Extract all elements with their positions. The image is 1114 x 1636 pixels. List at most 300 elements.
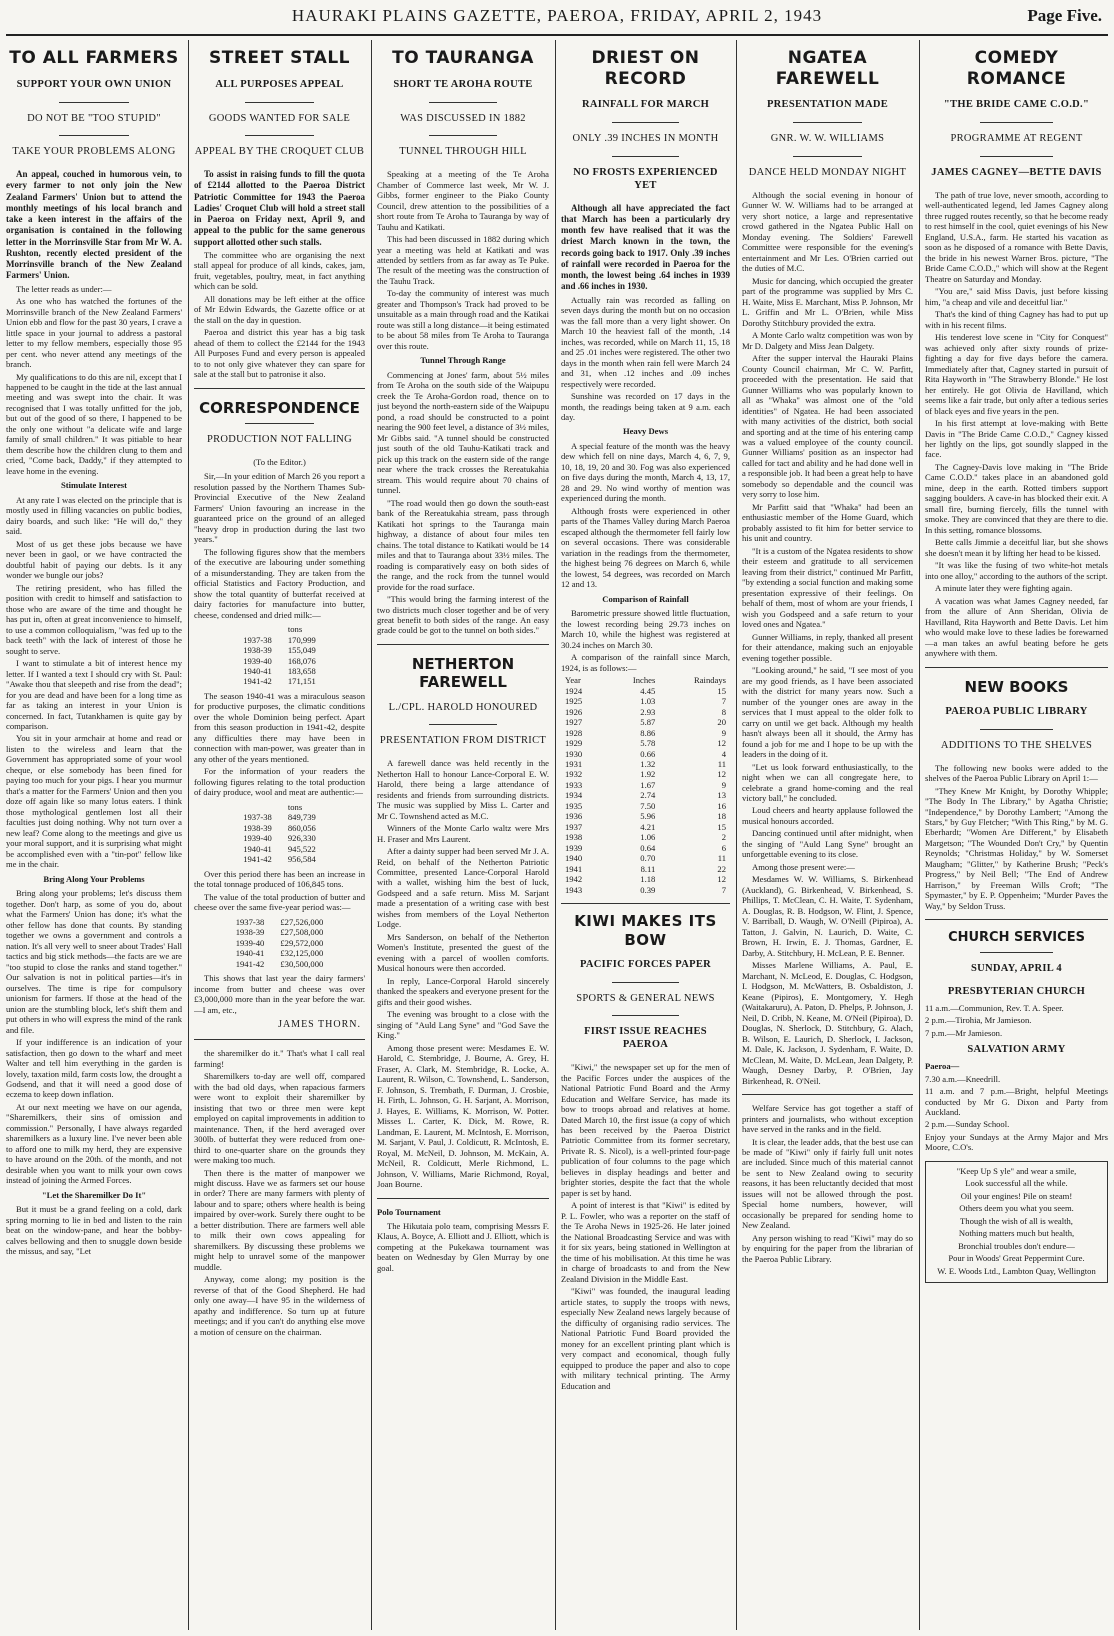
table-cell: 15	[717, 685, 726, 696]
table-cell: 155,049	[287, 645, 316, 656]
table-cell: 1930	[565, 748, 583, 759]
table-row	[561, 696, 730, 706]
paragraph: The retiring president, who has filled the position with credit to himself and satisfaction to those who are aware of the time and thought he has put in, often at great inconvenience to himself, to use a common colloquialism, "was fed up to the back teeth" with the lack of interest of those he sought to serve.	[6, 582, 182, 656]
table-cell: 1942	[565, 874, 583, 885]
church-name: SALVATION ARMY	[967, 1044, 1066, 1056]
table-cell: 2.74	[640, 790, 656, 801]
column-header: Year	[565, 675, 581, 686]
subheading: DANCE HELD MONDAY NIGHT	[748, 167, 907, 179]
table-cell: 4.45	[640, 685, 656, 696]
rainfall-table	[561, 675, 730, 895]
subheading: GNR. W. W. WILLIAMS	[770, 133, 885, 145]
divider	[377, 644, 549, 645]
subheading: TUNNEL THROUGH HILL	[399, 146, 527, 158]
table-cell: 1933	[565, 779, 583, 790]
divider	[59, 135, 129, 136]
table-cell: 22	[717, 863, 726, 874]
service-date: SUNDAY, APRIL 4	[971, 963, 1062, 975]
advert-line: Pour in Woods' Great Peppermint Cure.	[948, 1253, 1085, 1264]
butterfat-table	[235, 624, 324, 687]
table-cell: 7.50	[640, 800, 656, 811]
production-table	[235, 802, 324, 865]
column-header: Inches	[632, 675, 656, 686]
subheading: "THE BRIDE CAME C.O.D."	[943, 99, 1090, 111]
subheading: JAMES CAGNEY—BETTE DAVIS	[931, 167, 1102, 179]
subheading: APPEAL BY THE CROQUET CLUB	[194, 146, 365, 158]
column-rule	[371, 40, 372, 1630]
page-number: Page Five.	[1027, 6, 1102, 25]
table-cell: 4.21	[640, 821, 656, 832]
letter-signature: JAMES THORN.	[278, 1019, 361, 1030]
table-cell: 1938-39	[243, 822, 272, 833]
paragraph: Dancing continued until after midnight, when the singing of "Auld Lang Syne" brought an unforgettable evening to its close.	[742, 828, 913, 860]
paragraph: Sir,—In your edition of March 26 you report a resolution passed by the Northern Thames Sub-Provincial Executive of the New Zealand Farmers' Union favouring an increase in the guaranteed price on the ground of an alleged "heavy drop in production during the last two years."	[194, 471, 365, 545]
column-rule	[736, 40, 737, 1630]
crosshead: Bring Along Your Problems	[43, 873, 145, 884]
table-cell: 1926	[565, 706, 583, 717]
table-cell: 1939-40	[243, 833, 272, 844]
table-cell: 945,522	[287, 843, 316, 854]
divider	[429, 724, 498, 725]
table-cell: 1941-42	[243, 676, 272, 687]
table-cell: 1934	[565, 790, 583, 801]
paragraph: Most of us get these jobs because we have never been in gaol, or we have contracted the doubtful habit of paying our debts. Is it any wonder we bungle our jobs?	[6, 538, 182, 581]
advert-line: "Keep Up S yle" and wear a smile,	[956, 1165, 1077, 1176]
lead-paragraph: An appeal, couched in humorous vein, to every farmer to not only join the New Zealand Farmers' Union but to attend the monthly meetings of his local branch and take a keen interest in the affairs of the organisation is contained in the following letter in the Morrinsville Star from Mr W. A. Rushton, recently elected president of the Morrinsville branch of the New Zealand Farmers' Union.	[6, 169, 182, 281]
paragraph: Speaking at a meeting of the Te Aroha Chamber of Commerce last week, Mr W. J. Gibbs, former engineer to the Piako County Council, drew attention to the possibilities of a short route from Te Aroha to Tauranga by way of Tauhu and Katikati.	[377, 169, 549, 232]
table-cell: 2.93	[640, 706, 656, 717]
table-cell: £32,125,000	[280, 948, 324, 959]
paragraph: "Kiwi," the newspaper set up for the men of the Pacific Forces under the auspices of the National Patriotic Fund Board and the Army Education and Welfare Service, has made its bow to troops abroad and relatives at home. Dated March 10, the first issue (a copy of which has been received by the Paeroa District Patriotic Committee from its former secretary, Private R. S. Nicol), is a well-printed four-page publication of four columns to the page which believes in display headings and better and brighter stories, despite the fact that the whole paper is set by hand.	[561, 1062, 730, 1198]
table-cell: 1924	[565, 685, 583, 696]
table-cell: 15	[717, 821, 726, 832]
table-cell: 1.18	[640, 874, 656, 885]
table-cell: 1.03	[640, 696, 656, 707]
table-cell: 1940-41	[243, 665, 272, 676]
paragraph: Music for dancing, which occupied the greater part of the programme was supplied by Mrs C. H. Waite, Miss E. Marchant, Miss P. Johnson, Mr L. Griffin and Mr L. O'Brien, while Miss Dorothy Stitchbury provided the extra.	[742, 275, 913, 328]
value-table	[228, 917, 332, 969]
paragraph: "The road would then go down the south-east bank of the Rereatukahia stream, pass through Katikati hot springs to the Tauranga main highway, a distance of about four miles ten chains. The total distance to Katikati would be 14 miles and that to Tauranga about 33½ miles. The roading is comparatively easy on both sides of the range, and the rock from the tunnel would provide for the road surface.	[377, 497, 549, 592]
paragraph: The evening was brought to a close with the singing of "Auld Lang Syne" and "God Save the King."	[377, 1009, 549, 1041]
paragraph: The season 1940-41 was a miraculous season for productive purposes, the climatic conditions over the whole Dominion being perfect. Apart from this season production in 1941-42, despite any difficulties there may have been in connection with man-power, was greater than in any other of the years mentioned.	[194, 690, 365, 764]
table-cell: 1938	[565, 832, 583, 843]
paragraph: You sit in your armchair at home and read or listen to the wireless and learn that the Government has appropriated some of your wool cheque, or else somebody has been fined for paying too much for your pigs. I hear you murmur that's a matter for the Farmers' Union and then you doze off again like so many lotus eaters. I think those mythological gentlemen lost all their faculties just doing nothing. Why not turn over a new leaf? Come along to the meetings and give us your moral support, and it is surprising what might be accomplished even with a "tin-pot" fellow like me in the chair.	[6, 733, 182, 870]
lead-paragraph: Although all have appreciated the fact that March has been a particularly dry month few have realised that it was the driest March known in the town, the records going back to 1917. Only .39 inches of rainfall were recorded in Paeroa for the month, the lowest being .64 inches in 1939 and .66 inches in 1930.	[561, 202, 730, 292]
paragraph: Sunshine was recorded on 17 days in the month, the readings being taken at 9 a.m. each day.	[561, 391, 730, 422]
service-entry: 2 p.m.—Tirohia, Mr Jamieson.	[925, 1015, 1032, 1026]
table-cell: 1940-41	[243, 843, 272, 854]
paragraph: I want to stimulate a bit of interest hence my letter. If I wanted a text I should cry with St. Paul: "Awake thou that sleepeth and rise from the dead"; for you are dead and have been for a long time as far as taking an interest in your Union is concerned. In fact, Tutankhamen is quite gay by comparison.	[6, 658, 182, 731]
paragraph: A minute later they were fighting again.	[935, 583, 1073, 594]
table-cell: 1.92	[640, 769, 656, 780]
subheading: WAS DISCUSSED IN 1882	[400, 112, 526, 124]
divider	[429, 135, 498, 136]
table-row	[561, 874, 730, 884]
paragraph: A farewell dance was held recently in the Netherton Hall to honour Lance-Corporal E. W. Harold, there being a large attendance of residents and friends from surrounding districts. The music was supplied by Miss L. Carter and Mr C. Townshend acted as M.C.	[377, 758, 549, 821]
divider	[925, 919, 1108, 920]
masthead	[0, 0, 1114, 30]
table-row	[561, 738, 730, 748]
table-cell: 1931	[565, 759, 583, 769]
paragraph: Anyway, come along; my position is the reverse of that of the Good Shepherd. He had only one away—I have 95 in the wilderness of apathy and indifference. So turn up at future meetings; and if you can't do anything else move a motion of censure on the chairman.	[194, 1274, 365, 1337]
paragraph: Winners of the Monte Carlo waltz were Mrs H. Fraser and Mrs Laurent.	[377, 823, 549, 844]
subheading: DO NOT BE "TOO STUPID"	[27, 112, 161, 124]
paragraph: Barometric pressure showed little fluctuation, the lowest recording being 29.73 inches on March 10, while the highest was registered at 30.24 inches on March 30.	[561, 608, 730, 650]
article-heading: DRIEST ON RECORD	[591, 48, 700, 89]
table-cell: 849,739	[287, 812, 316, 823]
subheading: PRESENTATION MADE	[766, 99, 889, 111]
table-cell: 1939	[565, 842, 583, 853]
table-cell: 13	[717, 790, 726, 801]
paragraph: The Cagney-Davis love making in "The Bride Came C.O.D." takes place in an abandoned gold mine, deep in the earth. Rotted timbers support sagging boulders. A cave-in has blocked their exit. A small fire, burning fiercely, fills the tunnel with smoke. They are convinced that they are there to die. In this setting, romance blossoms.	[925, 461, 1108, 535]
column-rule	[188, 40, 189, 1630]
subheading: L./CPL. HAROLD HONOURED	[388, 701, 538, 713]
table-row	[561, 769, 730, 779]
subheading: FIRST ISSUE REACHES PAEROA	[584, 1026, 707, 1051]
paragraph: Although frosts were experienced in other parts of the Thames Valley during March Paeroa escaped although the thermometer fell fairly low on several occasions. There was considerable variation in the readings from the thermometer, the highest being 76 degrees on March 6, while the lowest, 54 degrees, was recorded on March 12 and 13.	[561, 505, 730, 590]
paragraph: the sharemilker do it." That's what I call real farming!	[194, 1048, 365, 1069]
advert-line: Bronchial troubles don't endure—	[958, 1240, 1075, 1251]
table-cell: 1928	[565, 727, 583, 738]
divider	[793, 122, 861, 123]
table-row	[561, 801, 730, 811]
table-cell: 12	[717, 738, 726, 749]
table-cell: 1925	[565, 696, 583, 707]
table-cell: 0.70	[640, 853, 656, 864]
paragraph: Mesdames W. W. Williams, S. Birkenhead (Auckland), G. Birkenhead, V. Birkenhead, S. Phillips, T. McClean, C. H. Waite, T. Sydenham, A. Douglas, R. B. Hodgson, W. Flint, J. Spence, V. Barriball, D. Waugh, W. O'Neill (Pipiroa), A. Tatton, J. Galvin, N. Laurich, D. Waite, C. Brown, H. Irwin, E. J. Thomas, Gardner, E. Darby, A. Stitchbury, H. McLean, P. E. Benner.	[742, 874, 913, 958]
subheading: PRESENTATION FROM DISTRICT	[379, 735, 547, 747]
divider	[612, 122, 680, 123]
table-cell: 1943	[565, 884, 583, 895]
table-cell: 1938-39	[235, 927, 265, 938]
table-cell: 1940-41	[235, 948, 265, 959]
subheading: NO FROSTS EXPERIENCED YET	[573, 167, 718, 191]
subheading: PRODUCTION NOT FALLING	[206, 433, 353, 445]
subheading: PACIFIC FORCES PAPER	[579, 958, 712, 970]
table-cell: 926,330	[287, 833, 316, 844]
service-entry: 7.30 a.m.—Kneedrill.	[925, 1073, 1001, 1084]
table-cell: 16	[717, 800, 726, 811]
paragraph: Mr Parfitt said that "Whaka" had been an enthusiastic member of the Home Guard, which probably assisted to fit him for better service to his unit and country.	[742, 501, 913, 544]
paragraph: At our next meeting we have on our agenda, "Sharemilkers, their sins of omission and commission." Personally, I have always regarded sharemilkers as a luxury line. I've never been able to afford one to milk my herd, they are expensive to have around on the 20th. of the month, and not desirable when you want to milk your own cows instead of joining the Armed Forces.	[6, 1101, 182, 1186]
column-rule	[919, 40, 920, 1630]
paragraph: Then there is the matter of manpower we might discuss. Have we as farmers set our house in order? There are many farmers with plenty of labour and to spare; others where health is being impaired by over-work. Surely there ought to be a better distribution. There are farmers well able to milk their own cows appealing for sharemilkers. By discussing these problems we might help to unravel some of the manpower muddle.	[194, 1167, 365, 1272]
divider	[194, 388, 365, 389]
table-cell: £29,572,000	[280, 937, 324, 948]
paragraph: Commencing at Jones' farm, about 5½ miles from Te Aroha on the south side of the Waipupu creek the Te Aroha-Gordon road, thence on to just beyond the north-eastern side of the Waipupu pond, a road should be constructed to a point nearing the 900 feet level, a distance of 3½ miles, Mr Gibbs said. "A tunnel should be constructed just south of the old Tauhu-Katikati track and pick up this track on the eastern side of the range near where the track crosses the Rereatukahia stream. This would require about 70 chains of tunnel.	[377, 369, 549, 496]
advert-line: Though the wish of all is wealth,	[960, 1215, 1073, 1226]
unit-label: tons	[287, 624, 303, 635]
table-cell: 6	[721, 842, 726, 853]
subheading: SHORT TE AROHA ROUTE	[393, 78, 533, 90]
table-row	[561, 728, 730, 738]
paragraph: The following figures show that the members of the executive are labouring under something of a misunderstanding. They are taken from the official Statistics and Factory Production, and show the total quantity of butterfat received at dairy factories for manufacture into butter, cheese, condensed and dried milk:—	[194, 546, 365, 620]
advert-line: W. E. Woods Ltd., Lambton Quay, Wellington	[937, 1265, 1096, 1276]
paragraph: Gunner Williams, in reply, thanked all present for their attendance, making such an enjoyable evening together possible.	[742, 631, 913, 663]
service-entry: 7 p.m.—Mr Jamieson.	[925, 1027, 1003, 1038]
church-name: PRESBYTERIAN CHURCH	[947, 986, 1086, 998]
crosshead: Polo Tournament	[377, 1206, 441, 1217]
table-row	[561, 864, 730, 874]
table-cell: 18	[717, 811, 726, 822]
divider	[377, 1198, 549, 1199]
crosshead: Stimulate Interest	[61, 480, 127, 491]
paragraph: Over this period there has been an increase in the total tonnage produced of 106,845 tons.	[194, 868, 365, 890]
divider	[793, 156, 861, 157]
column-ngatea	[742, 40, 913, 1630]
subheading: SUPPORT YOUR OWN UNION	[16, 78, 172, 90]
advert-line: Others deem you what you seem.	[959, 1203, 1074, 1214]
divider	[980, 156, 1053, 157]
paragraph: A Monte Carlo waltz competition was won by Mr D. Dalgety and Miss Jean Dalgety.	[742, 330, 913, 351]
table-cell: 0.39	[640, 884, 656, 895]
paragraph: Although the social evening in honour of Gunner W. W. Williams had to be arranged at very short notice, a large and representative crowd gathered in the Ngatea Public Hall on Monday evening. The Soldiers' Farewell Committee were responsible for the evening's entertainment and Mr Les. O'Brien carried out the duties of M.C.	[742, 189, 913, 274]
subheading: PROGRAMME AT REGENT	[950, 133, 1083, 145]
table-cell: 11	[717, 853, 726, 864]
divider	[980, 122, 1053, 123]
paragraph: "You are," said Miss Davis, just before kissing him, "a cheap and vile and deceitful liar."	[925, 286, 1108, 307]
article-heading: CHURCH SERVICES	[948, 930, 1085, 946]
paragraph: "This would bring the farming interest of the two districts much closer together and be of very great benefit to both sides of the range. An easy grade could be got to the tunnel on both sides."	[377, 594, 549, 636]
table-row	[561, 853, 730, 863]
advertisement-box	[925, 1161, 1108, 1283]
paragraph: A comparison of the rainfall since March, 1924, is as follows:—	[561, 652, 730, 673]
article-heading: CORRESPONDENCE	[199, 398, 360, 417]
paragraph: Welfare Service has got together a staff of printers and journalists, who without exception have served in the ranks and in the field.	[742, 1103, 913, 1135]
table-cell: 9	[721, 727, 726, 738]
table-cell: 0.66	[640, 748, 656, 759]
table-cell: 1938-39	[243, 645, 272, 656]
table-cell: 5.87	[640, 717, 656, 728]
paragraph: "They Knew Mr Knight, by Dorothy Whipple; "The Body In The Library," by Agatha Christie; "Independence," by Dorothy Lambert; "Among the Stars," by Guy Fletcher; "With This Ring," by M. G. Eberhardt; "Women Are Different," by Elisabeth Margetson; "The Wounded Don't Cry," by Quentin Reynolds; "Christmas Holiday," by W. Somerset Maugham; "Glitter," by Katherine Brush; "Peck's Progress," by Neil Bell; "The End of Andrew Harrison," by Freeman Wills Croft; "The Spymaster," by E. P. Oppenheim; "Murder Paves the Way," by Seldon Truss.	[925, 785, 1108, 911]
table-cell: 5.96	[640, 811, 656, 822]
crosshead: Heavy Dews	[622, 426, 669, 437]
table-row	[561, 885, 730, 895]
paragraph: Loud cheers and hearty applause followed the musical honours accorded.	[742, 805, 913, 826]
table-cell: 12	[717, 874, 726, 885]
table-cell: 8.11	[640, 863, 656, 874]
article-heading: NETHERTON FAREWELL	[411, 654, 515, 692]
subheading: SPORTS & GENERAL NEWS	[576, 992, 715, 1004]
table-cell: 1937-38	[235, 916, 265, 927]
table-cell: 20	[717, 717, 726, 728]
crosshead: "Let the Sharemilker Do It"	[41, 1189, 147, 1200]
column-driest	[561, 40, 730, 1630]
subheading: RAINFALL FOR MARCH	[581, 99, 710, 111]
subheading: TAKE YOUR PROBLEMS ALONG	[12, 146, 176, 158]
column-farmers	[6, 40, 182, 1630]
table-cell: £30,500,000	[280, 958, 324, 969]
paragraph: My qualifications to do this are nil, except that I happened to be caught in the tide at the last annual meeting and was swept into the chair. It was recognised that I was totally unfitted for the job, but out of the good of so there, I happened to be the only one without "a delicate wife and large family of small children." It was pitiable to hear them describe how the children clung to them and cried, "Come back, Daddy," if they attempted to leave home in the evening.	[6, 371, 182, 476]
paragraph: "Looking around," he said, "I see most of you are my good friends, as I have been associated with the district for many years now. Such a number of the younger ones are away in the services that I must appeal to the older folk to carry on until we get back. Although my health hasn't always been all it should, the Army has found a job for me and I hope to be up with the leaders in the doing of it.	[742, 665, 913, 760]
table-cell: 1937-38	[243, 634, 272, 645]
subheading: ADDITIONS TO THE SHELVES	[940, 739, 1093, 751]
subheading: GOODS WANTED FOR SALE	[208, 112, 351, 124]
table-cell: 1.32	[640, 759, 656, 769]
service-entry: 2 p.m.—Sunday School.	[925, 1119, 1010, 1130]
table-cell: 1941-42	[235, 958, 265, 969]
paragraph: Sharemilkers to-day are well off, compared with the bad old days, when rapacious farmers were wont to exploit their sharemilker by insisting that two or three men were kept employed on capital improvements in addition to maintenance. Then, if the herd averaged over 300lb. of butterfat they were reduced from one-third to one-quarter share on the grounds they were making too much.	[194, 1071, 365, 1166]
table-row	[561, 717, 730, 727]
paragraph: The committee who are organising the next stall appeal for produce of all kinds, cakes, jam, fruit, vegetables, poultry, meat, in fact anything which can be sold.	[194, 249, 365, 292]
table-cell: 1939-40	[243, 655, 272, 666]
paragraph: This shows that last year the dairy farmers' income from butter and cheese was over £3,000,000 more than in the year before the war.—I am, etc.,	[194, 973, 365, 1015]
paragraph: His tenderest love scene in "City for Conquest" was achieved only after sixty rounds of prize-fighting a day for five days before the camera. Immediately after that, Cagney started in pursuit of Rita Hayworth in "The Strawberry Blonde." He lost her entirely. He got Olivia de Havilland, which seems like a fair trade, but only after a tedious series of black eyes and five years in the pen.	[925, 332, 1108, 416]
table-cell: 168,076	[287, 655, 316, 666]
divider	[612, 982, 680, 983]
table-cell: 1937	[565, 821, 583, 832]
divider	[980, 729, 1053, 730]
divider	[561, 903, 730, 904]
lead-paragraph: To assist in raising funds to fill the quota of £2144 allotted to the Paeroa District Patriotic Committee for 1943 the Paeroa Ladies' Croquet Club will hold a street stall in Paeroa on Friday next, April 9, and appeal to the public for the same generous support allotted other such stalls.	[194, 169, 365, 247]
paragraph: All donations may be left either at the office of Mr Edwin Edwards, the Gazette office or at the stall on the day in question.	[194, 293, 365, 325]
table-cell: 170,999	[287, 634, 316, 645]
subheading: ALL PURPOSES APPEAL	[215, 78, 344, 90]
service-entry: 11 a.m. and 7 p.m.—Bright, helpful Meetings conducted by Mr G. Dixon and Party from Auckland.	[925, 1086, 1108, 1117]
paragraph: That's the kind of thing Cagney has had to put up with in his recent films.	[925, 309, 1108, 330]
article-heading: COMEDY ROMANCE	[966, 48, 1067, 89]
paragraph: For the information of your readers the following figures relating to the total production of dairy produce, wool and meat are authentic:—	[194, 766, 365, 798]
paragraph: In reply, Lance-Corporal Harold sincerely thanked the speakers and everyone present for the gifts and their good wishes.	[377, 975, 549, 1007]
article-heading: NGATEA FAREWELL	[775, 48, 880, 89]
paragraph: In his first attempt at love-making with Bette Davis in "The Bride Came C.O.D.," Cagney kissed her lightly on the lips, got soundly slapped in the face.	[925, 418, 1108, 460]
service-entry: Paeroa—	[925, 1061, 960, 1072]
paragraph: At any rate I was elected on the principle that is mostly used in filling vacancies on public bodies, dairy boards, and such like: "He will do," they said.	[6, 494, 182, 537]
table-cell: 8	[721, 706, 726, 717]
article-heading: STREET STALL	[208, 48, 350, 68]
table-cell: 860,056	[287, 822, 316, 833]
crosshead: Comparison of Rainfall	[602, 593, 689, 604]
paragraph: To-day the community of interest was much greater and Thompson's Track had proved to be unsuitable as a main through road and the Katikai route was still a long distance—it being estimated to be about 58 miles from Te Aroha to Tauranga over this route.	[377, 288, 549, 351]
newspaper-title: HAURAKI PLAINS GAZETTE, PAEROA, FRIDAY, APRIL 2, 1943	[291, 6, 823, 25]
column-rule	[555, 40, 556, 1630]
article-heading: NEW BOOKS	[964, 677, 1069, 696]
table-row	[561, 759, 730, 769]
paragraph: Bring along your problems; let's discuss them together. Don't harp, as some of you do, about what the Farmers' Union has done; it's what the other fellow has done that counts. By standing together we owns a government and controls a nation. It's all very well to sneer about Trades' Hall tactics and big stick methods—the facts are we are "too stupid to close the ranks and stand together." Our salvation is not in political parties—it's in ourselves. The time is ripe for compulsory unionism for farmers. If those at the head of the union are the stumbling block, let's shift them and put others in who will express the mind of the rank and file.	[6, 888, 182, 1035]
paragraph: This had been discussed in 1882 during which year a meeting was held at Katikati and was attended by settlers from as far away as Te Puke. The result of the meeting was the construction of the Tauhu Track.	[377, 234, 549, 286]
table-cell: 7	[721, 696, 726, 707]
paragraph: "It was like the fusing of two white-hot metals into one alloy," according to the authors of the script.	[925, 560, 1108, 581]
table-cell: 1941-42	[243, 854, 272, 865]
paragraph: Actually rain was recorded as falling on seven days during the month but on no occasion was the fall more than a very light shower. On March 10 the heaviest fall of the month, .14 inches, was recorded, while on March 11, 15, 18 and 25 .01 inches were registered. The other two days in the month when rain fell were March 24 and 31, when .12 inches and .09 inches respectively were recorded.	[561, 294, 730, 389]
table-row	[561, 822, 730, 832]
table-cell: 183,658	[287, 665, 316, 676]
paragraph: Mrs Sanderson, on behalf of the Netherton Women's Institute, presented the guest of the evening with a parcel of woollen comforts. Musical honours were then accorded.	[377, 931, 549, 974]
table-cell: 1932	[565, 769, 583, 780]
table-cell: 956,584	[287, 854, 316, 865]
table-cell: 11	[717, 759, 726, 769]
paragraph: It is clear, the leader adds, that the best use can be made of "Kiwi" only if fairly full unit notes are included. Since much of this material cannot be sent to New Zealand owing to security reasons, it has been reluctantly decided that most issues will not be allowed through the post. Special home numbers, however, will occasionally be prepared for sending home to New Zealand.	[742, 1136, 913, 1231]
paragraph: Among those present were: Mesdames E. W. Harold, C. Stembridge, J. Bourne, A. Grey, H. Fraser, A. Clark, M. Stembridge, R. Locke, A. Laurent, R. Wilson, C. Townshend, L. Sanderson, F. Johnson, S. Trembath, F. Durman, J. Crosbie, H. Firth, L. Johnson, G. H. Sarjant, A. Morrison, J. Hayes, E. Williams, K. Morrison, W. Potter. Misses L. Carter, K. Dick, M. Rowe, R. Landman, E. Laurent, M. McIntosh, E. Morrison, M. Sarjant, V. Paul, J. Coldicutt, R. McIntosh, E. Royal, M. McNeil, D. Johnson, M. McKain, A. McNeil, R. Coldicutt, Merle Richmond, L. Johnson, V. Williams, Marie Richmond, Royal, Joan Bourne.	[377, 1042, 549, 1190]
unit-label: tons	[287, 801, 303, 812]
paragraph: Bette calls Jimmie a deceitful liar, but she shows she doesn't mean it by lifting her head to be kissed.	[925, 537, 1108, 558]
divider	[245, 135, 313, 136]
table-cell: 1941	[565, 863, 583, 874]
table-cell: 1927	[565, 717, 583, 728]
table-row	[561, 780, 730, 790]
table-cell: 5.78	[640, 738, 656, 749]
crosshead: Tunnel Through Range	[420, 355, 506, 366]
table-cell: 1.67	[640, 779, 656, 790]
divider	[59, 102, 129, 103]
article-heading: TO ALL FARMERS	[9, 48, 179, 68]
table-row	[561, 811, 730, 821]
table-cell: 4	[721, 748, 726, 759]
paragraph: A special feature of the month was the heavy dew which fell on nine days, March 4, 6, 7, 9, 10, 18, 19, 20 and 30. Fog was also experienced on five days during the month, March 4, 13, 17, 28 and 29. No wind worthy of mention was experienced during the month.	[561, 440, 730, 504]
service-entry: Enjoy your Sundays at the Army Major and Mrs Moore, C.O's.	[925, 1131, 1108, 1153]
paragraph: The Hikutaia polo team, comprising Messrs F. Klaus, A. Boyce, A. Elliott and J. Elliott, which is competing at the Pukekawa tournament was beaten on Wednesday by Glen Murray by one goal.	[377, 1221, 549, 1273]
table-cell: 7	[721, 884, 726, 895]
paragraph: Among those present were:—	[752, 861, 855, 872]
table-cell: 1936	[565, 811, 583, 822]
table-cell: 9	[721, 779, 726, 790]
editor-note: (To the Editor.)	[253, 456, 306, 467]
paragraph: Paeroa and district this year has a big task ahead of them to collect the £2144 for the 1943 All Purposes Fund and every person is appealed to to not only give whatever they can spare for sale at the stall but to patronise it also.	[194, 327, 365, 380]
paragraph: As one who has watched the fortunes of the Morrinsville branch of the New Zealand Farmers' Union ebb and flow for the past 30 years, I crave a little space in your journal to address a pastoral letter to my fellow members, especially those 95 per cent. who never attend any meetings of the branch.	[6, 296, 182, 370]
article-heading: TO TAURANGA	[392, 48, 534, 68]
paragraph: Any person wishing to read "Kiwi" may do so by enquiring for the paper from the librarian of the Paeroa Public Library.	[742, 1232, 913, 1264]
table-cell: 12	[717, 769, 726, 780]
paragraph: "Let us look forward enthusiastically, to the night when we can all congregate here, to celebrate a grand home-coming and the real victory ball," he concluded.	[742, 761, 913, 803]
table-row	[561, 707, 730, 717]
table-cell: 8.86	[640, 727, 656, 738]
paragraph: The path of true love, never smooth, according to well-authenticated legend, led James Cagney along three rugged routes recently, so that he become ready to rest himself in the cool, quiet evenings of his New England, U.S.A., farm. He started his vacation as soon as he disposed of a romance with Bette Davis, the bride in his newest Warner Bros. picture, "The Bride Came C.O.D.," which will show at the Regent Theatre on Saturday and Monday.	[925, 189, 1108, 284]
table-cell: £27,526,000	[280, 916, 324, 927]
table-cell: 1940	[565, 853, 583, 864]
paragraph: A vacation was what James Cagney needed, far from the allure of Ann Sheridan, Olivia de Havilland, Rita Hayworth and Bette Davis. Let him who would make love to these ladies be forewarned—a man takes an awful beating before he gets anywhere with them.	[925, 595, 1108, 659]
table-cell: 2	[721, 832, 726, 843]
table-row	[561, 686, 730, 696]
advert-line: Oil your engines! Pile on steam!	[960, 1190, 1073, 1201]
service-entry: 11 a.m.—Communion, Rev. T. A. Speer.	[925, 1002, 1064, 1013]
column-stall	[194, 40, 365, 1630]
paragraph: The letter reads as under:—	[16, 283, 112, 294]
table-row	[561, 790, 730, 800]
divider	[429, 102, 498, 103]
table-row	[561, 749, 730, 759]
paragraph: If your indifference is an indication of your satisfaction, then go down to the wharf and meet Walter and tell him everything in the garden is lovely, taxation mild, farm costs low, the drought a Godsend, and that it will need a good dose of eczema to keep down inflation.	[6, 1037, 182, 1100]
article-heading: KIWI MAKES ITS BOW	[574, 912, 717, 949]
subheading: PAEROA PUBLIC LIBRARY	[945, 705, 1088, 717]
divider	[612, 156, 680, 157]
divider	[245, 423, 313, 424]
divider	[194, 1039, 365, 1040]
table-cell: 1.06	[640, 832, 656, 843]
paragraph: "It is a custom of the Ngatea residents to show their esteem and gratitude to all servicemen leaving from their district," continued Mr Parfitt, "by extending a social function and making some presentation expressive of their feelings. On behalf of them, most of whom are your friends, I wish you Godspeed and a safe return to your loved ones and Ngatea."	[742, 545, 913, 630]
table-cell: 1929	[565, 738, 583, 749]
paragraph: The following new books were added to the shelves of the Paeroa Public Library on April 1:—	[925, 762, 1108, 784]
divider	[742, 1094, 913, 1095]
divider	[245, 102, 313, 103]
paragraph: After a dainty supper had been served Mr J. A. Reid, on behalf of the Netherton Patriotic Committee, presented Lance-Corporal Harold with a wallet, wishing him the best of luck, Godspeed and a safe return. Miss M. Sarjant made a presentation of a writing case with best wishes from members of the Loyal Netherton Lodge.	[377, 846, 549, 930]
subheading: ONLY .39 INCHES IN MONTH	[572, 133, 719, 145]
paragraph: Misses Marlene Williams, A. Paul, E. Marchant, N. McLeod, E. Douglas, C. Hodgson, I. Hodgson, M. McWatters, B. Osbaldiston, J. Keane (Pipiros), E. Montgomery, Y. Hegh (Waitakaruru), A. Paton, D. Phelps, P. Johnson, J. Neil, D. Cribb, N. Keane, M. O'Neil (Pipiroa), D. Douglas, N. Sherlock, D. Stitchbury, G. Alach, B. Wilson, E. Laurich, D. Sherlock, I. Jackson, M. Dale, K. Jackson, J. Sydenham, F. Waite, D. McClean, M. Waite, D. McLean, Jean Dalgety, P. Waugh, Desney Darby, P. O'Brien, Jay Birkenhead, R. O'Neil.	[742, 960, 913, 1086]
advert-line: Look successful all the while.	[965, 1178, 1068, 1189]
paragraph: But it must be a grand feeling on a cold, dark spring morning to lie in bed and listen to the rain beat on the window-pane, and hear the bobby-calves bellowing and then to snuggle down beside the missus, and say, "Let	[6, 1204, 182, 1257]
paragraph: A point of interest is that "Kiwi" is edited by P. L. Fowler, who was a reporter on the staff of the Te Aroha News in 1925-26. He later joined the National Broadcasting Service and was with it for six years, being stationed in Wellington at the time of his mobilisation. At this time he was in charge of broadcasts to and from the New Zealand Division in the Middle East.	[561, 1200, 730, 1284]
table-cell: 0.64	[640, 842, 656, 853]
masthead-rule	[6, 34, 1108, 36]
paragraph: After the supper interval the Hauraki Plains County Council chairman, Mr C. W. Parfitt, proceeded with the presentation. He said that Gunner Williams who was popularly known to all as "Whaka" was almost one of the "old identities" of Ngatea. He had been associated with many activities of the district, both social and sporting and at the time of his entering camp was a valued employee of the county council. Gunner Williams' position as an inspector had called for tact and ability and he had done well in a responsible job. It had been a great help to have somebody so dependable and the council was very sorry to lose him.	[742, 353, 913, 500]
table-row	[561, 832, 730, 842]
divider	[925, 667, 1108, 668]
divider	[980, 952, 1053, 953]
advert-line: Nothing matters much but health,	[958, 1228, 1075, 1239]
table-cell: 171,151	[287, 676, 316, 687]
divider	[612, 1015, 680, 1016]
paragraph: The value of the total production of butter and cheese over the same five-year period was:—	[194, 891, 365, 913]
table-cell: £27,508,000	[280, 927, 324, 938]
